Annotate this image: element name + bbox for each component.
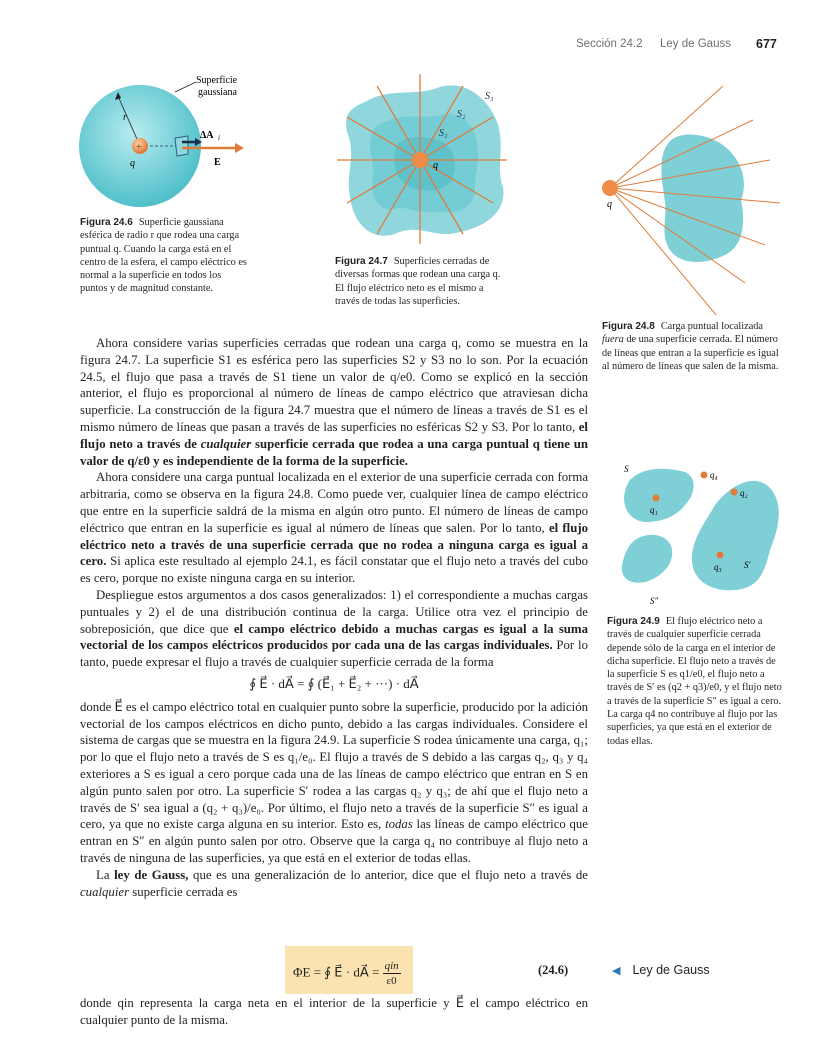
svg-text:r: r xyxy=(123,112,127,123)
gauss-equation-lhs: ΦE = ∮ E⃗ · dA⃗ = xyxy=(293,964,380,980)
paragraph-3: Despliegue estos argumentos a dos casos generalizados: 1) el correspondiente a muchas cargas puntuales y 2) el de una distribución continua de la carga. Utilice otra vez el principio de sobreposición, que dice que el campo eléctrico debido a muchas cargas es igual a la suma vectorial de los campos eléctricos producidos por cada una de las cargas individuales. Por lo tanto, puede expresar el flujo a través de cualquier superficie cerrada de la forma xyxy=(80,587,588,670)
figure-24-8-diagram xyxy=(595,70,795,315)
svg-text:S₃: S₃ xyxy=(485,91,494,102)
svg-text:q₄: q₄ xyxy=(710,470,718,480)
paragraph-5: La ley de Gauss, que es una generalización de lo anterior, dice que el flujo neto a través de cualquier superficie cerrada es xyxy=(80,867,588,899)
svg-text:q₂: q₂ xyxy=(740,488,748,498)
svg-text:q: q xyxy=(130,158,135,169)
svg-text:S″: S″ xyxy=(650,596,659,606)
svg-text:ΔA: ΔA xyxy=(200,130,214,141)
paragraph-4: donde E⃗ es el campo eléctrico total en cualquier punto sobre la superficie, producido por la adición vectorial de los campos eléctricos en dicho punto, debido a las cargas individuales. Considere el sistema de cargas que se muestra en la figura 24.9. La superficie S rodea únicamente una carga, q₁; por lo que el flujo neto a través de S es q₁/e₀. El flujo a través de S debido a las cargas q₂, q₃ y q₄ exteriores a S es igual a cero porque cada una de las líneas de campo eléctrico que entran en S en algún punto salen por otro. La superficie S′ rodea a las cargas q₂ y q₃; de ahí que el flujo neto a través de S′ sea igual a (q₂ + q₃)/e₀. Por último, el flujo neto a través de la superficie S″ es igual a cero, ya que no existe carga alguna en su interior. Esto es, todas las líneas de campo eléctrico que entran en S″ en algún punto salen por otro. Observe que la carga q₄ no contribuye al flujo neto a través de ninguna de las superficies, ya que está en el exterior de todas ellas. xyxy=(80,699,588,865)
svg-text:q₁: q₁ xyxy=(650,505,658,515)
figure-24-6-caption: Figura 24.6 Superficie gaussiana esférica de radio r que rodea una carga puntual q. Cuando la carga está en el centro de la esfera, el campo eléctrico es normal a la superficie en todos los puntos y de magnitud constante. xyxy=(80,217,247,295)
figure-24-6-diagram xyxy=(78,70,258,210)
paragraph-1: Ahora considere varias superficies cerradas que rodean una carga q, como se muestra en la figura 24.7. La superficie S1 es esférica pero las superficies S2 y S3 no lo son. Por la ecuación 24.5, el flujo que pasa a través de S1 tiene un valor de q/e0. Como se explicó en la sección anterior, el flujo es proporcional al número de líneas de campo eléctrico que atraviesan dicha superficie. La construcción de la figura 24.7 muestra que el número de líneas a través de S1 es el mismo número de líneas que pasan a través de las superficies no esféricas S2 y S3. Por lo tanto, el flujo neto a través de cualquier superficie cerrada que rodea a una carga puntual q tiene un valor de q/ε0 y es independiente de la forma de la superficie. xyxy=(80,336,588,468)
svg-text:S₂: S₂ xyxy=(457,109,466,120)
closing-text xyxy=(80,995,588,1029)
surface-label: Superficie xyxy=(196,75,238,86)
paragraph-2: Ahora considere una carga puntual localizada en el exterior de una superficie cerrada con forma arbitraria, como se observa en la figura 24.8. Como puede ver, cualquier línea de campo eléctrico que entre en la superficie saldrá de la misma en algún otro punto. El número de líneas de campo eléctrico que entran en la superficie es igual al número de líneas que salen. Por lo tanto, el flujo eléctrico neto a través de una superficie cerrada que no rodea a ninguna carga es igual a cero. Si aplica este resultado al ejemplo 24.1, es fácil constatar que el flujo neto a través del cubo es cero, porque no existe ninguna carga en su interior. xyxy=(80,470,588,586)
svg-text:S′: S′ xyxy=(744,560,751,570)
gauss-equation-fraction: $\frac{\text{qin}}{\varepsilon 0}$ xyxy=(384,960,399,987)
figure-24-8-caption: Figura 24.8 Carga puntual localizada fuera de una superficie cerrada. El número de líneas que entran a la superficie es igual al número de líneas que salen de la misma. xyxy=(602,321,779,372)
superposition-equation: ∮ E⃗ · dA⃗ = ∮ (E⃗₁ + E⃗₂ + ···) · dA⃗ xyxy=(249,675,419,691)
svg-text:E: E xyxy=(214,157,221,168)
svg-text:+: + xyxy=(136,142,142,153)
gauss-law-equation-box xyxy=(285,946,413,994)
chapter-title: Ley de Gauss xyxy=(660,38,731,50)
left-triangle-icon: ◀ xyxy=(612,965,621,977)
figure-24-9-caption: Figura 24.9 El flujo eléctrico neto a través de cualquier superficie cerrada depende sólo de la carga en el interior de dicha superficie. El flujo neto a través de la superficie S es q1/e0, el flujo neto a través de S′ es (q2 + q3)/e0, y el flujo neto a través de la superficie S″ es igual a cero. La carga q4 no contribuye al flujo por las superficies, ya que está en el exterior de todas ellas. xyxy=(607,616,782,747)
equation-number: (24.6) xyxy=(538,963,569,977)
body-text xyxy=(80,335,588,900)
svg-text:i: i xyxy=(218,134,220,142)
paragraph-6: donde qin representa la carga neta en el interior de la superficie y E⃗ el campo eléctrico en cualquier punto de la misma. xyxy=(80,996,588,1027)
svg-text:q₃: q₃ xyxy=(714,562,722,572)
svg-text:gaussiana: gaussiana xyxy=(198,87,237,98)
figure-24-9-diagram xyxy=(610,460,790,610)
svg-text:S₁: S₁ xyxy=(439,128,448,139)
svg-text:q: q xyxy=(433,160,438,171)
svg-text:q: q xyxy=(607,199,612,210)
margin-note: ◀ Ley de Gauss xyxy=(612,963,710,977)
figure-24-7-diagram xyxy=(335,72,510,247)
section-number: Sección 24.2 xyxy=(576,38,643,50)
figure-24-7-caption: Figura 24.7 Superficies cerradas de diversas formas que rodean una carga q. El flujo eléctrico neto es el mismo a través de todas las superficies. xyxy=(335,256,501,307)
page-number: 677 xyxy=(756,37,777,51)
svg-text:S: S xyxy=(624,464,629,474)
